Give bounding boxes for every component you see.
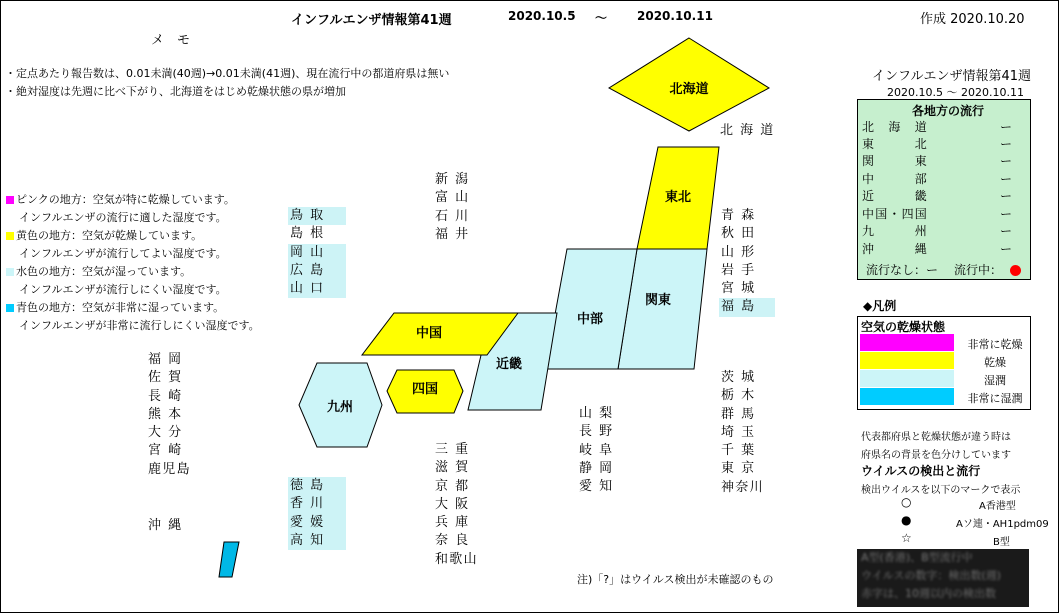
pref-item: 宮城 bbox=[721, 281, 762, 297]
region-name: 関 東 bbox=[862, 154, 929, 168]
blurred-line: 赤字は、10週以内の検出数 bbox=[861, 587, 996, 600]
pref-item: 徳島 bbox=[288, 477, 346, 495]
pref-item: 和歌山 bbox=[435, 551, 478, 567]
label-shikoku: 四国 bbox=[411, 382, 439, 397]
blurred-legend-area bbox=[857, 549, 1029, 607]
pink-note-title: ピンクの地方：空気が特に乾燥しています。 bbox=[16, 193, 235, 206]
pref-item: 大阪 bbox=[435, 496, 476, 512]
virus-note: 注)「?」はウイルス検出が未確認のもの bbox=[577, 573, 774, 586]
dryness-level-row bbox=[860, 370, 1030, 387]
memo-heading: メ モ bbox=[151, 33, 191, 48]
region-status: ー bbox=[999, 224, 1012, 238]
pref-item: 群馬 bbox=[721, 406, 762, 422]
pref-item: 秋田 bbox=[721, 226, 762, 242]
pref-item: 愛媛 bbox=[288, 514, 346, 532]
memo-line-1: ・定点あたり報告数は、0.01未満(40週)→0.01未満(41週)、現在流行中の都道府県は無い bbox=[5, 67, 450, 80]
label-kyushu: 九州 bbox=[326, 400, 354, 415]
pref-item: 山形 bbox=[721, 244, 762, 260]
hokuriku-pref-list bbox=[433, 171, 489, 244]
status-active-label: 流行中： bbox=[954, 263, 1003, 277]
panel-title: インフルエンザ情報第41週 bbox=[872, 69, 1032, 84]
dryness-level-label: 非常に乾燥 bbox=[967, 338, 1023, 351]
virus-mark-label: Aソ連・AH1pdm09 bbox=[956, 519, 1049, 530]
pref-item: 鹿児島 bbox=[148, 461, 191, 477]
region-name: 中 部 bbox=[862, 172, 929, 186]
pref-item: 福岡 bbox=[148, 352, 189, 367]
blurred-line: ウイルスの数字：検出数(週) bbox=[861, 569, 1001, 582]
hongkong-circle-icon: ○ bbox=[901, 495, 912, 509]
pref-item: 熊本 bbox=[148, 406, 189, 422]
blurred-line: A型(香港)、B型流行中 bbox=[861, 551, 973, 564]
cyan-note-desc: インフルエンザが流行しにくい湿度です。 bbox=[19, 283, 227, 296]
kyushu-pref-list bbox=[146, 351, 202, 479]
region-status-title: 各地方の流行 bbox=[912, 104, 985, 118]
pref-item: 奈良 bbox=[435, 533, 476, 549]
pref-item: 宮崎 bbox=[148, 443, 189, 459]
pref-item: 静岡 bbox=[579, 460, 620, 476]
virus-mark-label: B型 bbox=[993, 537, 1010, 548]
very-dry-swatch bbox=[860, 334, 954, 351]
label-chugoku: 中国 bbox=[415, 326, 443, 341]
blue-note-desc: インフルエンザが非常に流行しにくい湿度です。 bbox=[19, 319, 260, 332]
legend-heading: ◆凡例 bbox=[863, 299, 897, 313]
label-kinki: 近畿 bbox=[495, 357, 523, 372]
pref-item: 佐賀 bbox=[148, 370, 189, 386]
dryness-legend-box bbox=[857, 316, 1031, 410]
pref-item: 富山 bbox=[435, 190, 476, 206]
pref-item: 新潟 bbox=[435, 172, 476, 187]
pref-item: 滋賀 bbox=[435, 460, 476, 476]
created-date: 作成 2020.10.20 bbox=[920, 12, 1025, 27]
pref-item: 石川 bbox=[435, 208, 476, 224]
pref-item: 愛知 bbox=[579, 479, 620, 495]
region-name: 東 北 bbox=[862, 137, 929, 151]
pref-item: 福島 bbox=[719, 298, 775, 316]
pref-hokkaido: 北海道 bbox=[720, 123, 781, 138]
pref-item: 岐阜 bbox=[579, 442, 620, 458]
report-title: インフルエンザ情報第41週 bbox=[291, 13, 452, 28]
label-hokkaido: 北海道 bbox=[669, 82, 709, 97]
date-end: 2020.10.11 bbox=[637, 9, 713, 23]
region-name: 中国・四国 bbox=[862, 207, 929, 221]
date-tilde: ～ bbox=[595, 11, 608, 25]
region-status: ー bbox=[999, 154, 1012, 168]
legend-note-2: 府県名の背景を色分けしています bbox=[861, 450, 1011, 461]
yellow-note-desc: インフルエンザが流行してよい湿度です。 bbox=[19, 247, 227, 260]
pref-item: 大分 bbox=[148, 425, 189, 441]
pink-note-desc: インフルエンザの流行に適した湿度です。 bbox=[19, 211, 227, 224]
b-type-star-icon: ☆ bbox=[901, 531, 912, 545]
dryness-level-row bbox=[860, 352, 1030, 369]
pref-item: 山口 bbox=[288, 280, 346, 298]
pref-item: 三重 bbox=[435, 442, 476, 457]
pref-item: 香川 bbox=[288, 495, 346, 513]
memo-line-2: ・絶対湿度は先週に比べ下がり、北海道をはじめ乾燥状態の県が増加 bbox=[5, 85, 346, 98]
chugoku-pref-list bbox=[288, 207, 346, 298]
pref-item: 長崎 bbox=[148, 388, 189, 404]
legend-note-1: 代表都府県と乾燥状態が違う時は bbox=[861, 432, 1011, 443]
region-status-box bbox=[857, 99, 1031, 280]
region-status: ー bbox=[999, 120, 1012, 134]
dryness-legend-title: 空気の乾燥状態 bbox=[861, 320, 946, 334]
cyan-note-title: 水色の地方：空気が湿っています。 bbox=[16, 265, 192, 278]
pref-item: 高知 bbox=[288, 532, 346, 550]
pref-item: 福井 bbox=[435, 226, 476, 242]
chubu-pref-list bbox=[577, 405, 633, 496]
blue-note-title: 青色の地方：空気が非常に湿っています。 bbox=[16, 301, 225, 314]
dryness-level-row bbox=[860, 334, 1030, 351]
virus-mark-label: A香港型 bbox=[979, 501, 1016, 512]
h1pdm-filled-circle-icon: ● bbox=[901, 513, 912, 527]
pref-item: 神奈川 bbox=[721, 479, 764, 495]
kanto-pref-list bbox=[719, 369, 775, 497]
region-name: 九 州 bbox=[862, 224, 929, 238]
pref-item: 鳥取 bbox=[288, 207, 346, 225]
region-name: 北 海 道 bbox=[862, 120, 929, 134]
date-start: 2020.10.5 bbox=[508, 9, 576, 23]
region-name: 沖 縄 bbox=[862, 242, 929, 256]
dryness-level-label: 乾燥 bbox=[984, 356, 1006, 369]
pref-item: 長野 bbox=[579, 424, 620, 440]
pref-item: 広島 bbox=[288, 262, 346, 280]
dryness-level-row bbox=[860, 388, 1030, 405]
label-kanto: 関東 bbox=[644, 293, 672, 308]
humid-swatch bbox=[860, 370, 954, 387]
region-status: ー bbox=[999, 137, 1012, 151]
label-chubu: 中部 bbox=[576, 312, 604, 327]
very-humid-swatch bbox=[860, 388, 954, 405]
pref-item: 兵庫 bbox=[435, 515, 476, 531]
kinki-pref-list bbox=[433, 441, 489, 569]
pref-item: 茨城 bbox=[721, 370, 762, 385]
region-status: ー bbox=[999, 189, 1012, 203]
pref-item: 岩手 bbox=[721, 262, 762, 278]
pref-okinawa: 沖縄 bbox=[148, 518, 189, 533]
tohoku-pref-list bbox=[719, 207, 775, 317]
dry-swatch bbox=[860, 352, 954, 369]
status-none-label: 流行なし：ー bbox=[866, 263, 939, 277]
pref-item: 山梨 bbox=[579, 406, 620, 421]
region-name: 近 畿 bbox=[862, 189, 929, 203]
pref-item: 青森 bbox=[721, 208, 762, 223]
dryness-level-label: 湿潤 bbox=[984, 374, 1006, 387]
pref-item: 栃木 bbox=[721, 388, 762, 404]
shikoku-pref-list bbox=[288, 477, 346, 550]
pref-item: 東京 bbox=[721, 461, 762, 477]
yellow-note-title: 黄色の地方：空気が乾燥しています。 bbox=[16, 229, 203, 242]
pref-item: 千葉 bbox=[721, 443, 762, 459]
pref-item: 埼玉 bbox=[721, 424, 762, 440]
virus-legend-title: ウイルスの検出と流行 bbox=[861, 464, 981, 478]
region-status: ー bbox=[999, 207, 1012, 221]
label-tohoku: 東北 bbox=[664, 190, 692, 205]
pref-item: 京都 bbox=[435, 478, 476, 494]
region-okinawa bbox=[219, 542, 239, 577]
pref-item: 島根 bbox=[290, 226, 331, 242]
active-red-dot-icon bbox=[1010, 265, 1021, 276]
virus-legend-subtitle: 検出ウイルスを以下のマークで表示 bbox=[861, 485, 1021, 496]
pref-item: 岡山 bbox=[288, 244, 346, 262]
dryness-level-label: 非常に湿潤 bbox=[967, 392, 1023, 405]
region-status: ー bbox=[999, 172, 1012, 186]
panel-dates: 2020.10.5 ～ 2020.10.11 bbox=[887, 86, 1024, 99]
region-status: ー bbox=[999, 242, 1012, 256]
